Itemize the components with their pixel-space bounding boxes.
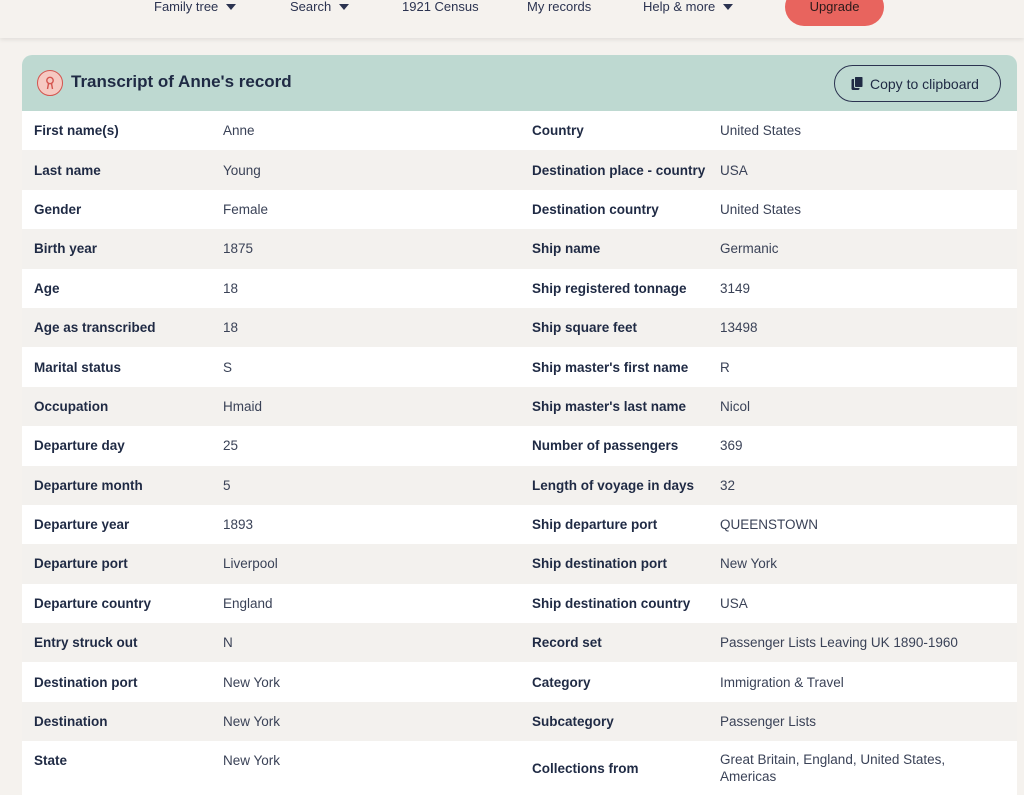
field-value: USA — [720, 162, 748, 178]
table-row — [22, 623, 1017, 662]
table-row — [22, 466, 1017, 505]
field-label: Destination place - country — [532, 162, 706, 178]
copy-to-clipboard-label: Copy to clipboard — [870, 76, 979, 92]
field-value: 18 — [223, 280, 239, 296]
table-row — [22, 229, 1017, 268]
table-row — [22, 308, 1017, 347]
nav-1921-census-label: 1921 Census — [402, 0, 479, 14]
chevron-down-icon — [723, 4, 733, 10]
nav-help-more-label: Help & more — [643, 0, 716, 14]
field-label: Entry struck out — [34, 635, 138, 651]
nav-help-more[interactable] — [643, 0, 733, 14]
field-label: Departure month — [34, 477, 143, 493]
field-label: Number of passengers — [532, 438, 679, 454]
table-row — [22, 269, 1017, 308]
chevron-down-icon — [339, 4, 349, 10]
nav-family-tree[interactable] — [154, 0, 236, 14]
field-label: Age as transcribed — [34, 320, 156, 336]
field-value: 1893 — [223, 517, 254, 533]
field-value: 25 — [223, 438, 239, 454]
table-row — [22, 426, 1017, 465]
nav-1921-census[interactable] — [402, 0, 479, 14]
chevron-down-icon — [226, 4, 236, 10]
field-label: Gender — [34, 201, 82, 217]
field-label: Departure year — [34, 517, 130, 533]
field-value: Hmaid — [223, 398, 263, 414]
field-label: Subcategory — [532, 714, 614, 730]
field-value: Female — [223, 201, 269, 217]
page-title: Transcript of Anne's record — [71, 72, 292, 91]
field-value: New York — [223, 674, 281, 690]
table-row — [22, 662, 1017, 701]
record-table — [22, 111, 1017, 795]
clipboard-icon — [851, 76, 864, 91]
field-label: Ship master's last name — [532, 398, 687, 414]
field-value: R — [720, 359, 730, 375]
field-label: Destination port — [34, 674, 138, 690]
field-value: New York — [223, 714, 281, 730]
field-value: 5 — [223, 477, 231, 493]
field-label: Destination country — [532, 201, 659, 217]
nav-my-records-label: My records — [527, 0, 592, 14]
field-label: State — [34, 753, 68, 769]
table-row — [22, 584, 1017, 623]
field-value: United States — [720, 201, 802, 217]
field-value: 1875 — [223, 241, 254, 257]
field-value: 18 — [223, 320, 239, 336]
table-row — [22, 150, 1017, 189]
table-row — [22, 387, 1017, 426]
field-value: 369 — [720, 438, 743, 454]
copy-to-clipboard-button[interactable] — [834, 65, 1001, 102]
field-value: Germanic — [720, 241, 779, 257]
field-value: Great Britain, England, United States, Americas — [720, 752, 946, 785]
field-value: New York — [223, 753, 281, 769]
table-row — [22, 347, 1017, 386]
field-label: Destination — [34, 714, 108, 730]
field-label: Departure day — [34, 438, 125, 454]
nav-search-label: Search — [290, 0, 332, 14]
field-label: Record set — [532, 635, 602, 651]
field-value: Liverpool — [223, 556, 278, 572]
record-badge-icon — [37, 70, 63, 96]
nav-search[interactable] — [290, 0, 349, 14]
field-label: Collections from — [532, 760, 639, 776]
field-label: Ship registered tonnage — [532, 280, 687, 296]
field-label: Occupation — [34, 398, 109, 414]
field-label: Ship destination country — [532, 595, 691, 611]
field-label: Length of voyage in days — [532, 477, 695, 493]
field-value: England — [223, 595, 273, 611]
nav-my-records[interactable] — [527, 0, 591, 14]
field-value: USA — [720, 595, 748, 611]
table-row — [22, 505, 1017, 544]
field-label: Ship name — [532, 241, 601, 257]
table-row — [22, 190, 1017, 229]
field-value: New York — [720, 556, 778, 572]
field-value: Immigration & Travel — [720, 674, 844, 690]
field-label: First name(s) — [34, 123, 119, 139]
field-label: Ship square feet — [532, 320, 638, 336]
upgrade-button[interactable]: Upgrade — [785, 0, 884, 26]
field-value: Nicol — [720, 398, 751, 414]
field-label: Marital status — [34, 359, 122, 375]
field-label: Age — [34, 280, 60, 296]
field-value: 32 — [720, 477, 736, 493]
field-value: 13498 — [720, 320, 758, 336]
field-label: Ship master's first name — [532, 359, 689, 375]
nav-family-tree-label: Family tree — [154, 0, 219, 14]
field-label: Departure country — [34, 595, 152, 611]
field-value: Passenger Lists — [720, 714, 817, 730]
field-value: N — [223, 635, 233, 651]
field-label: Ship destination port — [532, 556, 667, 572]
field-label: Category — [532, 674, 591, 690]
field-value: QUEENSTOWN — [720, 517, 819, 533]
field-label: Departure port — [34, 556, 128, 572]
field-label: Country — [532, 123, 584, 139]
field-value: 3149 — [720, 280, 751, 296]
card-header — [22, 55, 1017, 111]
top-navigation — [0, 0, 1024, 38]
transcript-card — [22, 55, 1017, 795]
table-row — [22, 544, 1017, 583]
field-value: United States — [720, 123, 802, 139]
field-label: Ship departure port — [532, 517, 658, 533]
table-row — [22, 702, 1017, 741]
table-row — [22, 741, 1017, 795]
field-value: S — [223, 359, 233, 375]
field-value: Passenger Lists Leaving UK 1890-1960 — [720, 635, 958, 651]
field-value: Young — [223, 162, 261, 178]
field-label: Birth year — [34, 241, 98, 257]
person-icon — [42, 75, 58, 91]
field-label: Last name — [34, 162, 101, 178]
field-value: Anne — [223, 123, 255, 139]
table-row — [22, 111, 1017, 150]
